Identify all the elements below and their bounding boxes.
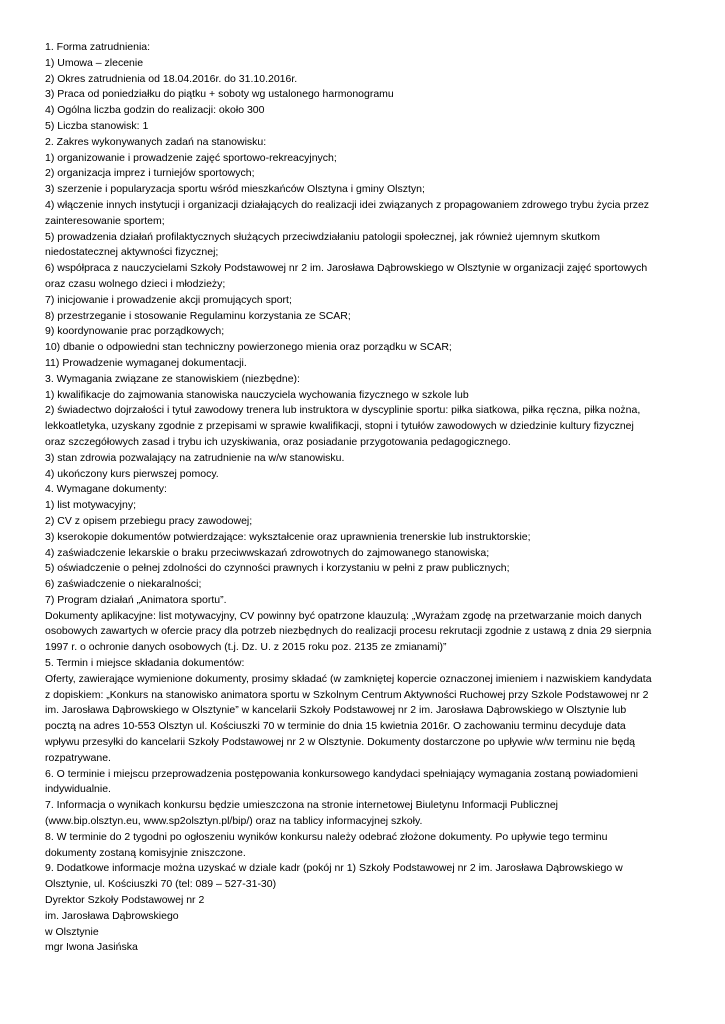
text-line: 2. Zakres wykonywanych zadań na stanowisku: <box>45 135 267 148</box>
text-line: 5. Termin i miejsce składania dokumentów: <box>45 657 245 670</box>
text-line: 3) szerzenie i popularyzacja sportu wśród mieszkańców Olsztyna i gminy Olsztyn; <box>45 183 425 196</box>
text-line: oraz szczegółowych zasad i trybu ich uzyskiwania, oraz posiadanie przygotowania pedagogicznego. <box>45 435 511 448</box>
text-line: 8) przestrzeganie i stosowanie Regulaminu korzystania ze SCAR; <box>45 309 351 322</box>
text-line: im. Jarosława Dąbrowskiego <box>45 909 179 922</box>
text-line: Dokumenty aplikacyjne: list motywacyjny, CV powinny być opatrzone klauzulą: „Wyrażam zgodę na przetwarzanie moich danych <box>45 609 642 622</box>
text-line: 1997 r. o ochronie danych osobowych (t.j. Dz. U. z 2015 roku poz. 2135 ze zmianami)” <box>45 641 447 654</box>
text-line: 3) Praca od poniedziałku do piątku + soboty wg ustalonego harmonogramu <box>45 88 394 101</box>
text-line: 7. Informacja o wynikach konkursu będzie umieszczona na stronie internetowej Biuletynu Informacji Publicznej <box>45 799 559 812</box>
text-line: 6. O terminie i miejscu przeprowadzenia postępowania konkursowego kandydaci spełniający wymagania zostaną powiadomieni <box>45 767 638 780</box>
text-line: 1) organizowanie i prowadzenie zajęć sportowo-rekreacyjnych; <box>45 151 337 164</box>
text-line: Dyrektor Szkoły Podstawowej nr 2 <box>45 894 205 907</box>
text-line: 1) kwalifikacje do zajmowania stanowiska nauczyciela wychowania fizycznego w szkole lub <box>45 388 469 401</box>
text-line: 8. W terminie do 2 tygodni po ogłoszeniu wyników konkursu należy odebrać złożone dokumenty. Po upływie tego terminu <box>45 830 608 843</box>
text-line: indywidualnie. <box>45 783 111 796</box>
text-line: z dopiskiem: „Konkurs na stanowisko animatora sportu w Szkolnym Centrum Aktywności Ruchowej przy Szkole Podstawowej nr 2 <box>45 688 649 701</box>
text-line: rozpatrywane. <box>45 751 111 764</box>
text-line: Olsztynie, ul. Kościuszki 70 (tel: 089 – 527-31-30) <box>45 878 277 891</box>
text-line: dokumenty zostaną komisyjnie zniszczone. <box>45 846 246 859</box>
text-line: 4) Ogólna liczba godzin do realizacji: około 300 <box>45 104 265 117</box>
text-line: 2) świadectwo dojrzałości i tytuł zawodowy trenera lub instruktora w dyscyplinie sportu: piłka siatkowa, piłka ręczna, piłka nożna, <box>45 404 641 417</box>
text-line: 11) Prowadzenie wymaganej dokumentacji. <box>45 356 247 369</box>
text-line: 7) inicjowanie i prowadzenie akcji promujących sport; <box>45 293 292 306</box>
text-line: 4) ukończony kurs pierwszej pomocy. <box>45 467 219 480</box>
text-line: 5) Liczba stanowisk: 1 <box>45 119 149 132</box>
text-line: im. Jarosława Dąbrowskiego w Olsztynie” w kancelarii Szkoły Podstawowej nr 2 im. Jarosława Dąbrowskiego w Olsztynie lub <box>45 704 627 717</box>
text-line: zainteresowanie sportem; <box>45 214 165 227</box>
text-line: 6) zaświadczenie o niekaralności; <box>45 578 202 591</box>
text-line: 2) CV z opisem przebiegu pracy zawodowej; <box>45 514 253 527</box>
text-line: 6) współpraca z nauczycielami Szkoły Podstawowej nr 2 im. Jarosława Dąbrowskiego w Olsztynie w organizacji zajęć sportowych <box>45 262 648 275</box>
text-line: 3) kserokopie dokumentów potwierdzające: wykształcenie oraz uprawnienia trenerskie lub instruktorskie; <box>45 530 531 543</box>
text-line: 1) Umowa – zlecenie <box>45 56 144 69</box>
text-line: 4) zaświadczenie lekarskie o braku przeciwwskazań zdrowotnych do zajmowanego stanowiska; <box>45 546 490 559</box>
document-body <box>45 40 685 956</box>
text-line: oraz czasu wolnego dzieci i młodzieży; <box>45 277 226 290</box>
text-line: 3. Wymagania związane ze stanowiskiem (niezbędne): <box>45 372 300 385</box>
text-line: 5) prowadzenia działań profilaktycznych służących przeciwdziałaniu patologii społecznej, jak również ujemnym skutkom <box>45 230 601 243</box>
text-line: niedostatecznej aktywności fizycznej; <box>45 246 219 259</box>
text-line: wpływu przesyłki do kancelarii Szkoły Podstawowej nr 2 w Olsztynie. Dokumenty dostarczone po upływie w/w terminu nie będą <box>45 736 636 749</box>
text-line: 4. Wymagane dokumenty: <box>45 483 167 496</box>
text-line: 5) oświadczenie o pełnej zdolności do czynności prawnych i korzystaniu w pełni z praw publicznych; <box>45 562 510 575</box>
text-line: osobowych zawartych w ofercie pracy dla potrzeb niezbędnych do realizacji procesu rekrutacji zgodnie z ustawą z dnia 29 sierpnia <box>45 625 652 638</box>
text-line: 10) dbanie o odpowiedni stan techniczny powierzonego mienia oraz porządku w SCAR; <box>45 341 452 354</box>
text-line: 2) Okres zatrudnienia od 18.04.2016r. do 31.10.2016r. <box>45 72 298 85</box>
text-line: (www.bip.olsztyn.eu, www.sp2olsztyn.pl/bip/) oraz na tablicy informacyjnej szkoły. <box>45 815 423 828</box>
text-line: 2) organizacja imprez i turniejów sportowych; <box>45 167 255 180</box>
text-line: 7) Program działań „Animatora sportu”. <box>45 593 227 606</box>
text-line: w Olsztynie <box>45 925 99 938</box>
text-line: 3) stan zdrowia pozwalający na zatrudnienie na w/w stanowisku. <box>45 451 345 464</box>
text-line: pocztą na adres 10-553 Olsztyn ul. Kościuszki 70 w terminie do dnia 15 kwietnia 2016r. O zachowaniu terminu decyduje data <box>45 720 626 733</box>
text-line: 9. Dodatkowe informacje można uzyskać w dziale kadr (pokój nr 1) Szkoły Podstawowej nr 2 im. Jarosława Dąbrowskiego w <box>45 862 623 875</box>
text-line: 4) włączenie innych instytucji i organizacji działających do realizacji idei związanych z propagowaniem zdrowego trybu życia przez <box>45 198 650 211</box>
text-line: 9) koordynowanie prac porządkowych; <box>45 325 225 338</box>
text-line: lekkoatletyka, uzyskany zgodnie z przepisami w sprawie kwalifikacji, stopni i tytułów zawodowych w dziedzinie kultury fizycznej <box>45 420 634 433</box>
text-line: 1) list motywacyjny; <box>45 499 137 512</box>
text-line: 1. Forma zatrudnienia: <box>45 41 151 53</box>
text-line: Oferty, zawierające wymienione dokumenty, prosimy składać (w zamkniętej kopercie oznaczonej imieniem i nazwiskiem kandydata <box>45 672 652 685</box>
text-line: mgr Iwona Jasińska <box>45 941 138 954</box>
